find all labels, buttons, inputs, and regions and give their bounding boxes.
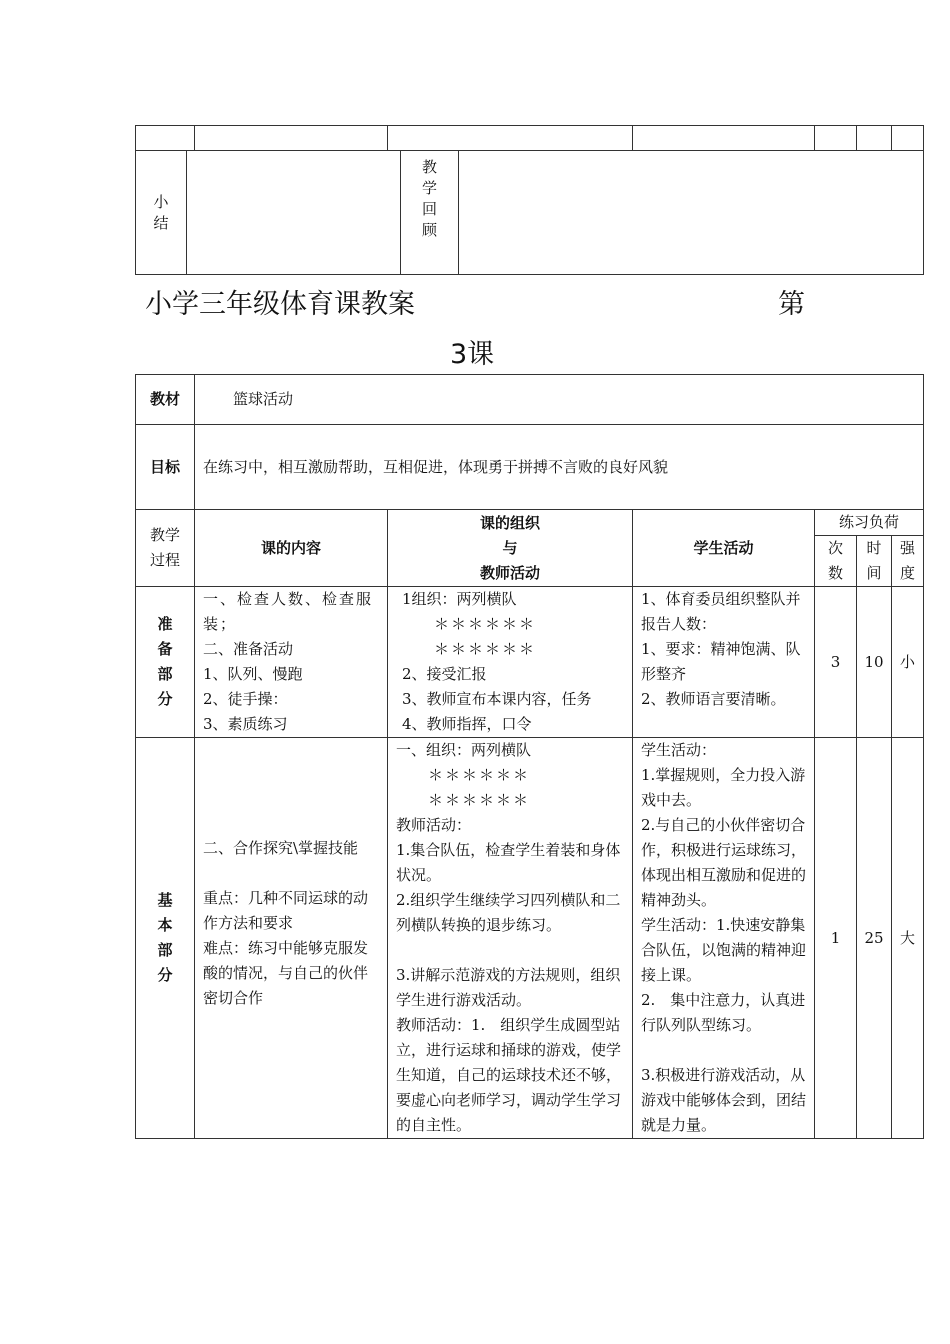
empty-cell: [892, 126, 924, 151]
summary-content-cell: [187, 151, 401, 275]
basic-student-line: 2.与自己的小伙伴密切合作，积极进行运球练习，体现出相互激励和促进的精神劲头。: [641, 816, 807, 909]
time-header: [857, 536, 892, 587]
summary-label-char: 小: [153, 192, 169, 211]
prep-label-char: 部: [157, 665, 173, 683]
intensity-header-line: 强: [900, 539, 916, 557]
process-header: [136, 510, 195, 587]
time-header-line: 时: [866, 539, 882, 557]
basic-student-line: 学生活动：1.快速安静集合队伍，以饱满的精神迎接上课。: [641, 916, 807, 984]
prep-times: 3: [815, 587, 857, 738]
material-label: 教材: [136, 375, 195, 425]
empty-cell: [633, 126, 815, 151]
summary-label-cell: [136, 151, 187, 275]
intensity-header-line: 度: [900, 564, 916, 582]
basic-label-char: 基: [157, 891, 173, 909]
basic-label-char: 本: [157, 916, 173, 934]
basic-student-line: 1.掌握规则，全力投入游戏中去。: [641, 766, 806, 809]
prep-content-line: 1、队列、慢跑: [203, 665, 303, 683]
lesson-prefix: 第: [778, 289, 805, 320]
goal-label: 目标: [136, 425, 195, 510]
basic-organization-cell: [388, 738, 633, 1139]
prep-content-cell: [195, 587, 388, 738]
prep-organization-cell: [388, 587, 633, 738]
organization-header: [388, 510, 633, 587]
basic-student-line: 2. 集中注意力，认真进行队列队型练习。: [641, 991, 806, 1034]
lesson-plan-table: [135, 374, 924, 1139]
basic-organization-line: 1.集合队伍，检查学生着装和身体状况。: [396, 841, 621, 884]
basic-label-char: 部: [157, 941, 173, 959]
summary-label-char: 结: [153, 213, 169, 232]
times-header: [815, 536, 857, 587]
material-value: 篮球活动: [195, 375, 924, 425]
basic-organization-line: 2.组织学生继续学习四列横队和二列横队转换的退步练习。: [396, 891, 621, 934]
prep-student-line: 1、体育委员组织整队并报告人数：: [641, 590, 801, 633]
summary-table: [135, 150, 924, 275]
prep-content-line: 一、检查人数、检查服装；: [203, 590, 374, 633]
prep-student-cell: [633, 587, 815, 738]
review-label-char: 顾: [421, 221, 437, 239]
review-label-char: 教: [421, 158, 437, 176]
basic-content-keypoint: 重点：几种不同运球的动作方法和要求: [203, 889, 369, 932]
basic-organization-line: 教师活动：: [396, 816, 472, 834]
basic-formation-row: ＊＊＊＊＊＊: [428, 791, 531, 809]
empty-cell: [857, 126, 892, 151]
prep-organization-line: 4、教师指挥，口令: [402, 715, 532, 733]
goal-value: 在练习中，相互激励帮助，互相促进，体现勇于拼搏不言败的良好风貌: [195, 425, 924, 510]
prep-intensity: 小: [892, 587, 924, 738]
basic-time: 25: [857, 738, 892, 1139]
basic-organization-line: 教师活动：1. 组织学生成圆型站立，进行运球和捅球的游戏，使学生知道，自己的运球技术还不够，要虚心向老师学习，调动学生学习的自主性。: [396, 1016, 622, 1134]
prep-content-line: 二、准备活动: [203, 640, 294, 658]
organization-header-line: 课的组织: [479, 513, 540, 532]
prep-formation-row: ＊＊＊＊＊＊: [434, 640, 537, 658]
review-label-char: 回: [421, 200, 437, 218]
basic-content-topic: 二、合作探究\掌握技能: [203, 839, 359, 857]
prep-label-char: 备: [157, 640, 173, 658]
basic-student-line: 学生活动：: [641, 741, 717, 759]
basic-organization-line: 3.讲解示范游戏的方法规则，组织学生进行游戏活动。: [396, 966, 621, 1009]
prep-time: 10: [857, 587, 892, 738]
prep-student-line: 2、教师语言要清晰。: [641, 690, 786, 708]
prep-student-line: 1、要求：精神饱满、队形整齐: [641, 640, 801, 683]
basic-times: 1: [815, 738, 857, 1139]
page-title: 小学三年级体育课教案: [145, 289, 415, 320]
empty-cell: [388, 126, 633, 151]
organization-header-line: 教师活动: [479, 563, 540, 582]
review-label-cell: [401, 151, 459, 275]
process-header-line: 教学: [149, 526, 180, 544]
prep-formation-row: ＊＊＊＊＊＊: [434, 615, 537, 633]
content-header: 课的内容: [195, 510, 388, 587]
prep-label-char: 分: [157, 690, 173, 708]
top-empty-row-table: [135, 125, 924, 151]
times-header-line: 数: [827, 564, 843, 582]
review-content-cell: [459, 151, 924, 275]
prep-organization-line: 3、教师宣布本课内容，任务: [402, 690, 592, 708]
basic-label-char: 分: [157, 966, 173, 984]
prep-content-line: 3、素质练习: [203, 715, 288, 733]
basic-student-line: 3.积极进行游戏活动，从游戏中能够体会到，团结就是力量。: [641, 1066, 807, 1134]
basic-student-cell: [633, 738, 815, 1139]
intensity-header: [892, 536, 924, 587]
basic-content-difficulty: 难点：练习中能够克服发酸的情况，与自己的伙伴密切合作: [203, 939, 369, 1007]
process-header-line: 过程: [149, 551, 180, 569]
empty-cell: [815, 126, 857, 151]
student-activity-header: 学生活动: [633, 510, 815, 587]
prep-label-char: 准: [157, 615, 173, 633]
times-header-line: 次: [827, 539, 843, 557]
review-label-char: 学: [421, 179, 437, 197]
organization-header-line: 与: [502, 538, 518, 557]
prep-part-label: [136, 587, 195, 738]
lesson-number: 3课: [450, 339, 495, 370]
empty-cell: [136, 126, 195, 151]
basic-organization-line: 一、组织：两列横队: [396, 741, 532, 759]
prep-organization-line: 1组织：两列横队: [402, 590, 517, 608]
basic-formation-row: ＊＊＊＊＊＊: [428, 766, 531, 784]
prep-organization-line: 2、接受汇报: [402, 665, 487, 683]
basic-intensity: 大: [892, 738, 924, 1139]
prep-content-line: 2、徒手操：: [203, 690, 288, 708]
basic-part-label: [136, 738, 195, 1139]
time-header-line: 间: [866, 564, 882, 582]
empty-cell: [195, 126, 388, 151]
load-header: 练习负荷: [815, 510, 924, 536]
basic-content-cell: [195, 738, 388, 1139]
